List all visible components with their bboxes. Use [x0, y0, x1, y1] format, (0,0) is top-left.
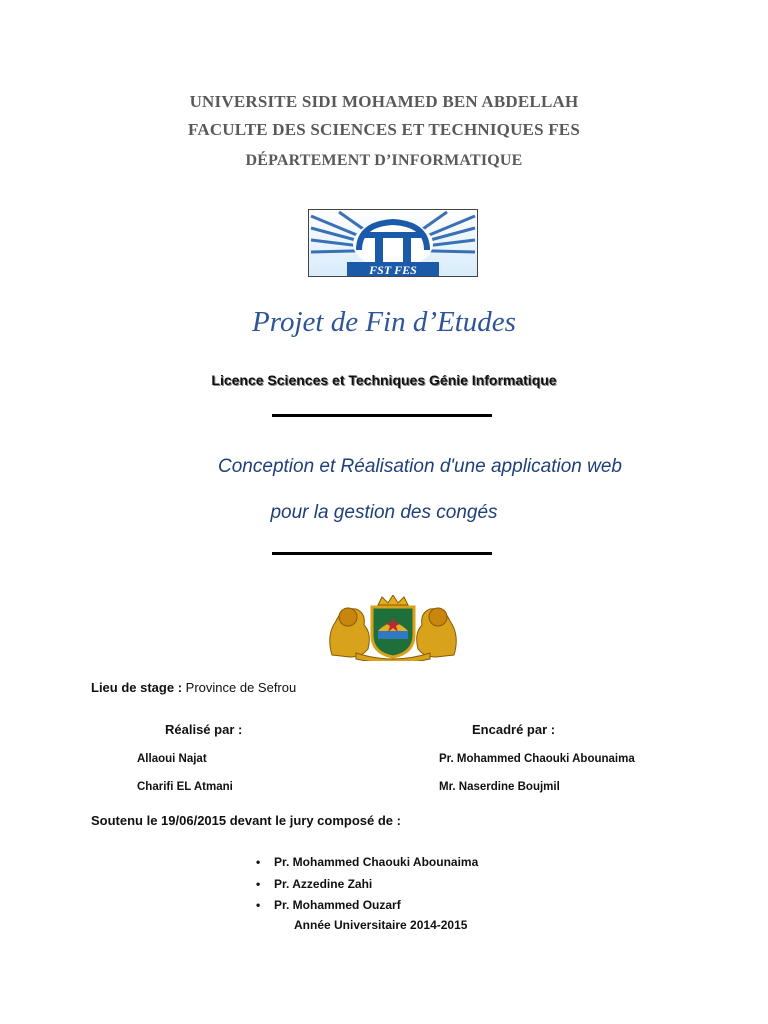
supervisor-name: Pr. Mohammed Chaouki Abounaima: [439, 753, 635, 765]
bullet-icon: •: [256, 876, 261, 891]
jury-member-name: Pr. Mohammed Chaouki Abounaima: [274, 855, 479, 869]
subject-line-1: Conception et Réalisation d'une application web: [218, 456, 622, 477]
university-name: UNIVERSITE SIDI MOHAMED BEN ABDELLAH: [189, 92, 579, 111]
jury-list: [254, 852, 478, 917]
department-name: DÉPARTEMENT D’INFORMATIQUE: [245, 152, 523, 169]
academic-year: Année Universitaire 2014-2015: [294, 918, 468, 932]
faculty-name: FACULTE DES SCIENCES ET TECHNIQUES FES: [188, 120, 580, 139]
author-name: Charifi EL Atmani: [137, 781, 233, 793]
bullet-icon: •: [256, 855, 261, 869]
jury-member: [254, 874, 478, 896]
document-title: Projet de Fin d’Etudes: [252, 306, 516, 338]
internship-value: Province de Sefrou: [185, 680, 297, 695]
jury-member: [254, 895, 478, 917]
degree-name: Licence Sciences et Techniques Génie Informatique: [211, 372, 557, 388]
divider-bottom: [272, 552, 492, 555]
authors-label: Réalisé par :: [165, 722, 243, 737]
fst-fes-logo-icon: [308, 209, 478, 277]
supervisor-name: Mr. Naserdine Boujmil: [439, 781, 560, 793]
logo-text: FST FES: [369, 263, 417, 276]
author-name: Allaoui Najat: [137, 753, 207, 765]
supervisors-label: Encadré par :: [472, 722, 556, 737]
jury-member: [254, 852, 478, 874]
jury-member-name: Pr. Azzedine Zahi: [274, 876, 373, 891]
bullet-icon: •: [256, 898, 261, 912]
internship-label: Lieu de stage :: [91, 680, 183, 695]
subject-line-2: pour la gestion des congés: [270, 502, 498, 523]
jury-member-name: Pr. Mohammed Ouzarf: [274, 898, 401, 912]
moroccan-coat-of-arms-icon: [322, 595, 464, 661]
divider-top: [272, 414, 492, 417]
defense-statement: Soutenu le 19/06/2015 devant le jury composé de :: [91, 813, 401, 828]
internship-location: [91, 680, 296, 695]
